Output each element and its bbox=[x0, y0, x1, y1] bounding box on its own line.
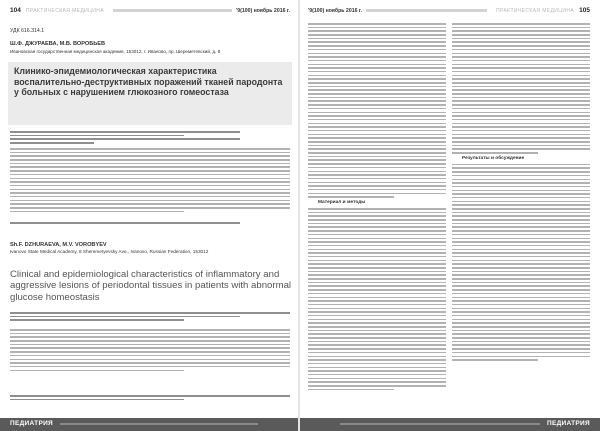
left-page-number: 104 bbox=[10, 7, 21, 14]
body-paragraph bbox=[452, 23, 590, 154]
affiliation-en: Ivanovo State Medical Academy, 8 Sheremetyevsky Ave., Ivanovo, Russian Federation, 153012 bbox=[10, 249, 209, 254]
abstract-en bbox=[10, 329, 290, 373]
header-rule bbox=[113, 9, 232, 12]
author-contacts-ru bbox=[10, 131, 290, 146]
left-section-tag: ПЕДИАТРИЯ bbox=[10, 420, 54, 427]
left-page bbox=[0, 0, 298, 431]
footer-bar bbox=[60, 423, 258, 425]
footer-bar bbox=[340, 423, 540, 425]
body-paragraph bbox=[308, 208, 446, 390]
author-contacts-en bbox=[10, 312, 290, 323]
right-section-tag: ПЕДИАТРИЯ bbox=[546, 420, 590, 427]
left-journal-name: ПРАКТИЧЕСКАЯ МЕДИЦИНА bbox=[25, 7, 104, 14]
body-paragraph bbox=[452, 164, 590, 361]
subheading-methods: Материал и методы bbox=[318, 200, 366, 205]
left-issue: '9(100) ноябрь 2016 г. bbox=[236, 7, 290, 14]
left-page-header bbox=[10, 4, 290, 17]
udc-code: УДК 616.314.1 bbox=[10, 28, 45, 34]
article-title-en: Clinical and epidemiological characteristics of inflammatory and aggressive lesions of periodontal tissues in patients with abnormal glucose homeostasis bbox=[10, 269, 292, 303]
body-paragraph bbox=[308, 23, 446, 198]
authors-en: Sh.F. DZHURAEVA, M.V. VOROBYEV bbox=[10, 242, 107, 248]
header-rule bbox=[366, 9, 487, 12]
left-footer bbox=[0, 418, 298, 431]
right-journal-name: ПРАКТИЧЕСКАЯ МЕДИЦИНА bbox=[496, 7, 575, 14]
keywords-ru bbox=[10, 222, 290, 226]
right-page-number: 105 bbox=[579, 7, 590, 14]
article-title-ru: Клинико-эпидемиологическая характеристика воспалительно-деструктивных поражений тканей пародонта у больных с нарушением глюкозного гомеостаза bbox=[14, 66, 283, 98]
authors-ru: Ш.Ф. ДЖУРАЕВА, М.В. ВОРОБЬЕВ bbox=[10, 41, 106, 47]
right-page-column-2 bbox=[452, 23, 590, 363]
right-issue: '9(100) ноябрь 2016 г. bbox=[308, 7, 362, 14]
right-page bbox=[300, 0, 600, 431]
right-page-header bbox=[308, 4, 590, 17]
affiliation-ru: Ивановская государственная медицинская академия, 153012, г. Иваново, пр. Шереметевский, д. 8 bbox=[10, 49, 221, 54]
subheading-results: Результаты и обсуждение bbox=[462, 155, 525, 161]
right-footer bbox=[300, 418, 600, 431]
right-page-column-1 bbox=[308, 23, 446, 392]
abstract-ru bbox=[10, 148, 290, 214]
keywords-en bbox=[10, 395, 290, 402]
